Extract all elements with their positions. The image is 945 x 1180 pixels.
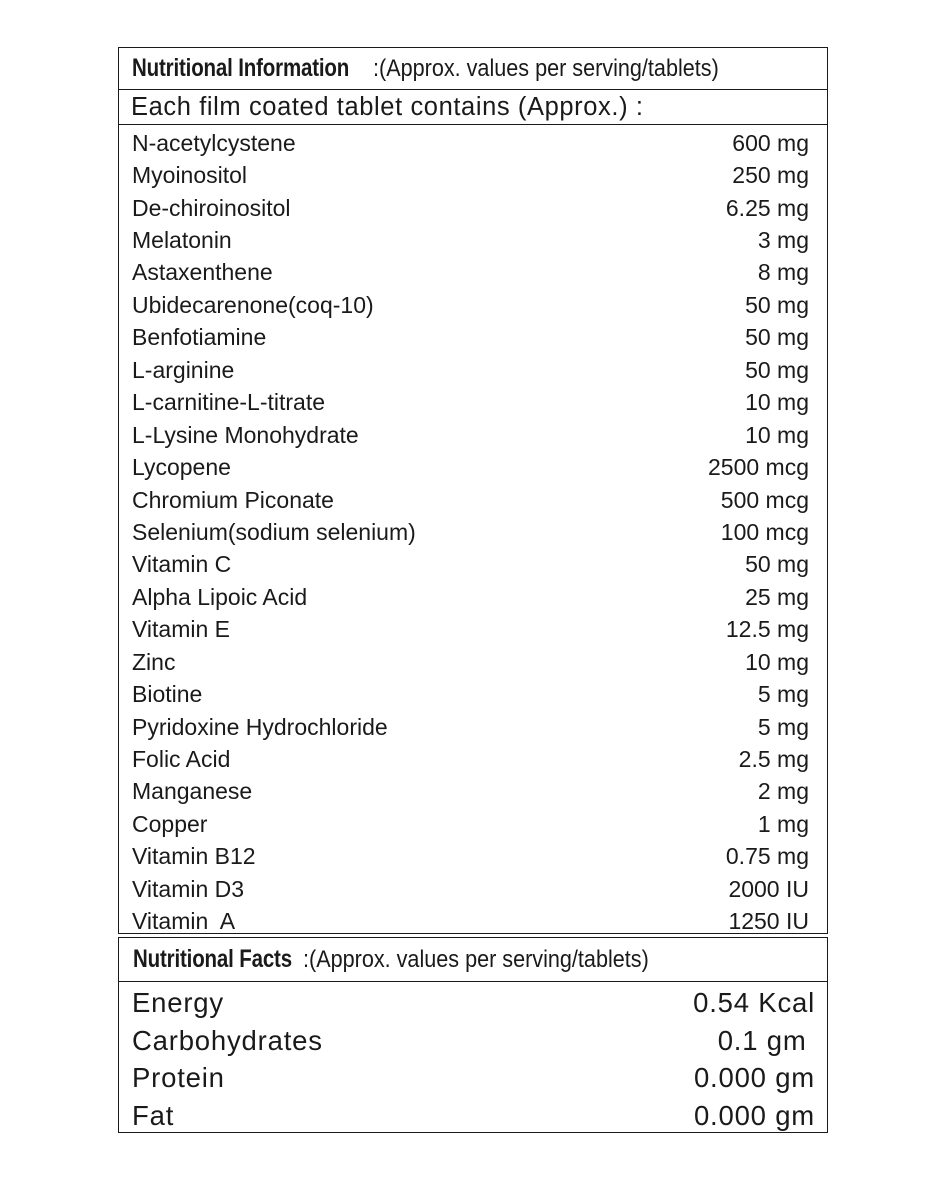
ingredient-row bbox=[119, 678, 827, 710]
fact-row bbox=[119, 1022, 827, 1060]
ingredient-row-name: Vitamin D3 bbox=[132, 875, 245, 902]
ingredient-row bbox=[119, 841, 827, 873]
ingredient-row-amount: 2.5 mg bbox=[738, 746, 809, 773]
ingredient-row bbox=[119, 808, 827, 840]
ingredient-row bbox=[119, 614, 827, 646]
fact-row-name: Carbohydrates bbox=[132, 1024, 323, 1056]
tablet-contents-subtitle: Each film coated tablet contains (Approx.) : bbox=[119, 90, 827, 125]
ingredient-row-name: Zinc bbox=[132, 648, 176, 675]
ingredient-row bbox=[119, 257, 827, 289]
ingredient-row-amount: 10 mg bbox=[745, 389, 809, 416]
fact-row-name: Fat bbox=[132, 1100, 175, 1132]
ingredient-row-name: Manganese bbox=[132, 778, 253, 805]
ingredient-row-name: N-acetylcystene bbox=[132, 129, 296, 156]
ingredient-row-amount: 50 mg bbox=[745, 291, 809, 318]
fact-row-name: Energy bbox=[132, 986, 224, 1018]
ingredient-row bbox=[119, 646, 827, 678]
nutritional-information-header bbox=[119, 48, 827, 90]
ingredient-row-name: Vitamin B12 bbox=[132, 843, 256, 870]
ingredient-row-amount: 2000 IU bbox=[728, 875, 809, 902]
ingredient-row-name: L-Lysine Monohydrate bbox=[132, 421, 359, 448]
ingredient-row-amount: 5 mg bbox=[757, 681, 809, 708]
ingredient-row-name: Melatonin bbox=[132, 227, 232, 254]
ingredient-row-name: Ubidecarenone(coq-10) bbox=[132, 291, 374, 318]
nutritional-facts-header bbox=[119, 938, 827, 982]
ingredient-row bbox=[119, 451, 827, 483]
fact-row-amount: 0.000 gm bbox=[693, 1062, 815, 1094]
ingredient-row bbox=[119, 127, 827, 159]
ingredient-row bbox=[119, 159, 827, 191]
ingredient-row-amount: 600 mg bbox=[732, 129, 809, 156]
ingredient-row-amount: 2 mg bbox=[757, 778, 809, 805]
nutritional-information-note: :(Approx. values per serving/tablets) bbox=[372, 54, 719, 82]
ingredient-row-name: Benfotiamine bbox=[132, 324, 267, 351]
fact-row-name: Protein bbox=[132, 1062, 225, 1094]
nutritional-information-title: Nutritional Information bbox=[132, 54, 350, 82]
ingredient-row-amount: 500 mcg bbox=[720, 486, 809, 513]
ingredient-row-amount: 8 mg bbox=[757, 259, 809, 286]
ingredient-row-amount: 25 mg bbox=[745, 583, 809, 610]
ingredient-row-name: Astaxenthene bbox=[132, 259, 273, 286]
fact-row-amount: 0.1 gm bbox=[717, 1024, 815, 1056]
ingredient-row bbox=[119, 354, 827, 386]
ingredient-row-amount: 10 mg bbox=[745, 648, 809, 675]
fact-row-amount: 0.54 Kcal bbox=[693, 986, 815, 1018]
nutritional-information-panel bbox=[118, 47, 828, 934]
ingredient-row-amount: 50 mg bbox=[745, 551, 809, 578]
ingredient-row bbox=[119, 419, 827, 451]
fact-row bbox=[119, 984, 827, 1022]
ingredient-row-name: Vitamin A bbox=[132, 908, 236, 935]
fact-row bbox=[119, 1060, 827, 1098]
ingredient-row-name: Alpha Lipoic Acid bbox=[132, 583, 308, 610]
ingredient-row-name: Vitamin C bbox=[132, 551, 232, 578]
ingredient-list bbox=[119, 125, 827, 938]
ingredient-row bbox=[119, 549, 827, 581]
ingredient-row-name: Myoinositol bbox=[132, 162, 248, 189]
ingredient-row bbox=[119, 906, 827, 938]
ingredient-row-amount: 250 mg bbox=[732, 162, 809, 189]
ingredient-row bbox=[119, 776, 827, 808]
ingredient-row-amount: 1250 IU bbox=[728, 908, 809, 935]
ingredient-row-amount: 1 mg bbox=[757, 810, 809, 837]
ingredient-row bbox=[119, 322, 827, 354]
ingredient-row-name: Selenium(sodium selenium) bbox=[132, 518, 416, 545]
nutritional-facts-note: :(Approx. values per serving/tablets) bbox=[302, 945, 649, 973]
ingredient-row-name: Vitamin E bbox=[132, 616, 231, 643]
ingredient-row-name: L-carnitine-L-titrate bbox=[132, 389, 326, 416]
ingredient-row-amount: 10 mg bbox=[745, 421, 809, 448]
ingredient-row-name: Pyridoxine Hydrochloride bbox=[132, 713, 388, 740]
ingredient-row bbox=[119, 224, 827, 256]
ingredient-row-amount: 3 mg bbox=[757, 227, 809, 254]
ingredient-row bbox=[119, 289, 827, 321]
ingredient-row-amount: 100 mcg bbox=[720, 518, 809, 545]
ingredient-row-amount: 0.75 mg bbox=[725, 843, 809, 870]
ingredient-row bbox=[119, 581, 827, 613]
fact-row bbox=[119, 1097, 827, 1135]
ingredient-row-name: Lycopene bbox=[132, 454, 231, 481]
fact-row-amount: 0.000 gm bbox=[693, 1100, 815, 1132]
nutritional-facts-title: Nutritional Facts bbox=[133, 945, 292, 973]
ingredient-row-amount: 6.25 mg bbox=[725, 194, 809, 221]
nutritional-facts-panel bbox=[118, 937, 828, 1133]
ingredient-row bbox=[119, 387, 827, 419]
ingredient-row-name: Folic Acid bbox=[132, 746, 231, 773]
ingredient-row-amount: 5 mg bbox=[757, 713, 809, 740]
ingredient-row bbox=[119, 516, 827, 548]
ingredient-row-name: De-chiroinositol bbox=[132, 194, 291, 221]
ingredient-row-amount: 50 mg bbox=[745, 356, 809, 383]
ingredient-row bbox=[119, 192, 827, 224]
ingredient-row-amount: 50 mg bbox=[745, 324, 809, 351]
ingredient-row-amount: 2500 mcg bbox=[707, 454, 809, 481]
ingredient-row bbox=[119, 873, 827, 905]
ingredient-row bbox=[119, 711, 827, 743]
ingredient-row bbox=[119, 484, 827, 516]
ingredient-row-name: Chromium Piconate bbox=[132, 486, 334, 513]
ingredient-row bbox=[119, 743, 827, 775]
ingredient-row-name: Copper bbox=[132, 810, 208, 837]
ingredient-row-name: L-arginine bbox=[132, 356, 235, 383]
facts-list bbox=[119, 982, 827, 1135]
ingredient-row-name: Biotine bbox=[132, 681, 203, 708]
ingredient-row-amount: 12.5 mg bbox=[725, 616, 809, 643]
